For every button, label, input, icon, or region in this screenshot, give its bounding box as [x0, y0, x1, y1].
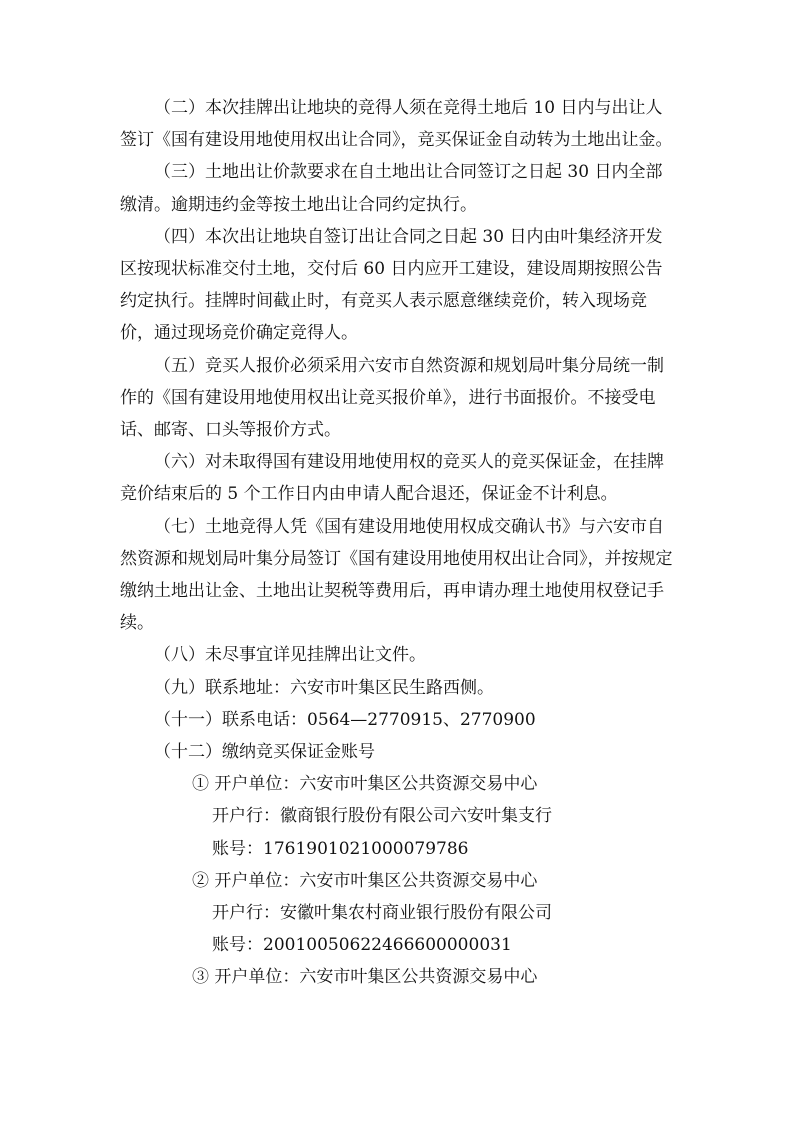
account-number: 账号：20010050622466600000031: [212, 935, 512, 956]
clause-2: （二）本次挂牌出让地块的竞得人须在竞得土地后 10 日内与出让人签订《国有建设用地使用权出让合同》，竞买保证金自动转为土地出让金。: [120, 98, 673, 151]
clause-12-deposit-accounts: （十二）缴纳竞买保证金账号: [154, 742, 375, 763]
clause-3: （三）土地出让价款要求在自土地出让合同签订之日起 30 日内全部缴清。逾期违约金等按土地出让合同约定执行。: [120, 162, 663, 215]
clause-8: （八）未尽事宜详见挂牌出让文件。: [154, 645, 426, 666]
clause-7: （七）土地竞得人凭《国有建设用地使用权成交确认书》与六安市自然资源和规划局叶集分局签订《国有建设用地使用权出让合同》，并按规定缴纳土地出让金、土地出让契税等费用后，再申请办理土地使用权登记手续。: [120, 516, 673, 634]
account-bank: 开户行：徽商银行股份有限公司六安叶集支行: [212, 806, 552, 827]
account-3: [120, 961, 675, 993]
account-2: [120, 865, 675, 962]
clause-11-phone: （十一）联系电话：0564—2770915、2770900: [154, 709, 536, 730]
clause-5: （五）竞买人报价必须采用六安市自然资源和规划局叶集分局统一制作的《国有建设用地使用权出让竞买报价单》，进行书面报价。不接受电话、邮寄、口头等报价方式。: [120, 355, 664, 441]
account-number: 账号：1761901021000079786: [212, 838, 469, 859]
account-unit: ① 开户单位：六安市叶集区公共资源交易中心: [192, 774, 538, 795]
clause-9-address: （九）联系地址：六安市叶集区民生路西侧。: [154, 677, 494, 698]
account-unit: ② 开户单位：六安市叶集区公共资源交易中心: [192, 870, 538, 891]
clause-6: （六）对未取得国有建设用地使用权的竞买人的竞买保证金，在挂牌竞价结束后的 5 个工作日内由申请人配合退还，保证金不计利息。: [120, 452, 664, 505]
account-unit: ③ 开户单位：六安市叶集区公共资源交易中心: [192, 967, 538, 988]
account-1: [120, 768, 675, 865]
account-bank: 开户行：安徽叶集农村商业银行股份有限公司: [212, 903, 552, 924]
clause-4: （四）本次出让地块自签订出让合同之日起 30 日内由叶集经济开发区按现状标准交付土地，交付后 60 日内应开工建设，建设周期按照公告约定执行。挂牌时间截止时，有竞买人表示愿意继续竞价，转入现场竞价，通过现场竞价确定竞得人。: [120, 226, 663, 344]
